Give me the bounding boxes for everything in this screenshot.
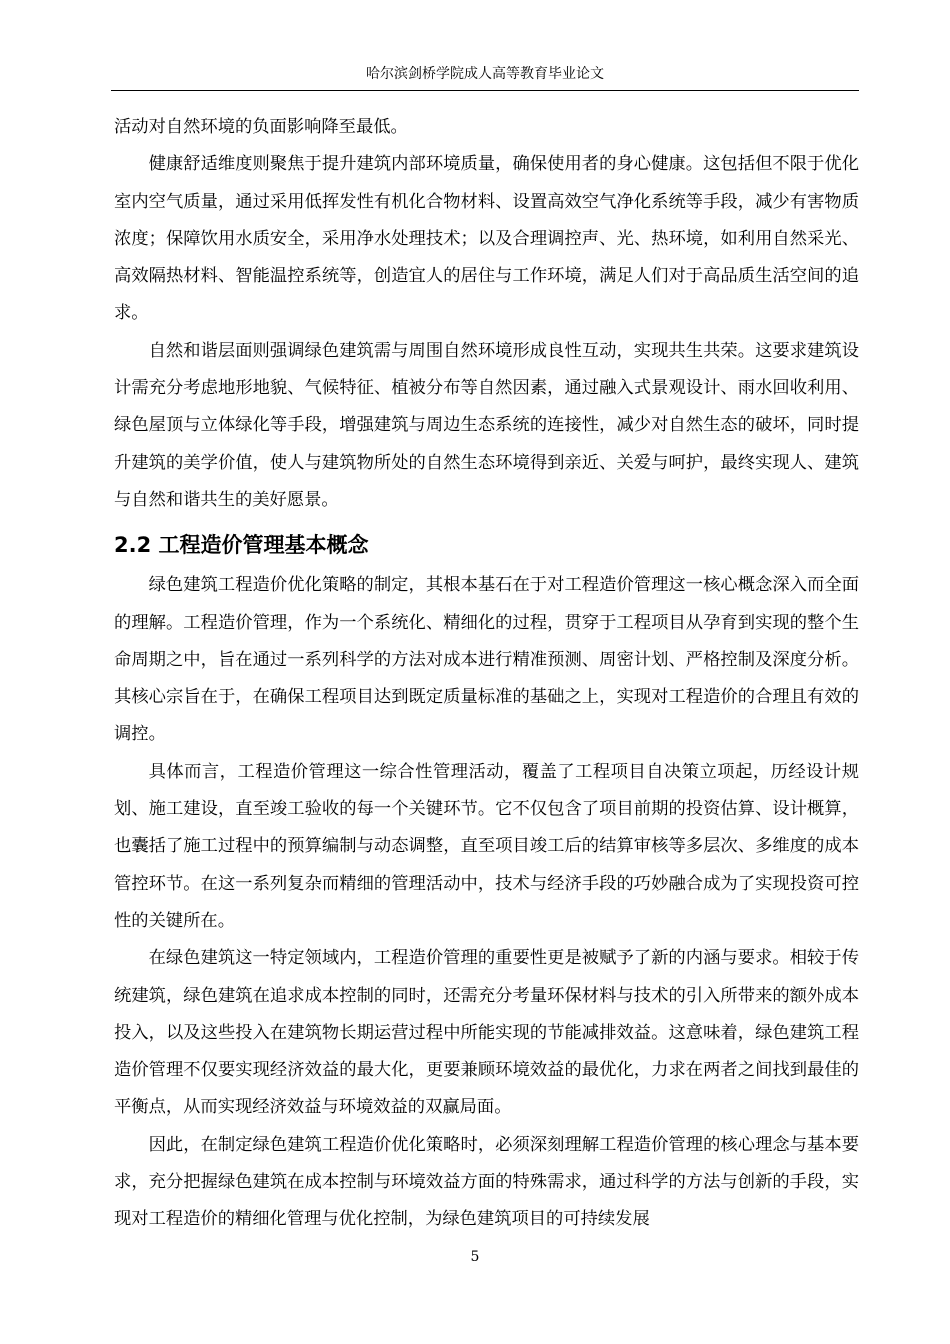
paragraph-cost-scope: 具体而言，工程造价管理这一综合性管理活动，覆盖了工程项目自决策立项起，历经设计规划、施工建设，直至竣工验收的每一个关键环节。它不仅包含了项目前期的投资估算、设计概算，也囊括了施工过程中的预算编制与动态调整，直至项目竣工后的结算审核等多层次、多维度的成本管控环节。在这一系列复杂而精细的管理活动中，技术与经济手段的巧妙融合成为了实现投资可控性的关键所在。 <box>114 761 859 931</box>
page-header <box>111 64 859 91</box>
document-body <box>114 109 859 1239</box>
paragraph-continuation: 活动对自然环境的负面影响降至最低。 <box>114 117 408 137</box>
page-number: 5 <box>470 1249 480 1265</box>
paragraph-health-comfort: 健康舒适维度则聚焦于提升建筑内部环境质量，确保使用者的身心健康。这包括但不限于优化室内空气质量，通过采用低挥发性有机化合物材料、设置高效空气净化系统等手段，减少有害物质浓度；保障饮用水质安全，采用净水处理技术；以及合理调控声、光、热环境，如利用自然采光、高效隔热材料、智能温控系统等，创造宜人的居住与工作环境，满足人们对于高品质生活空间的追求。 <box>114 154 859 324</box>
paragraph-cost-basis: 绿色建筑工程造价优化策略的制定，其根本基石在于对工程造价管理这一核心概念深入而全面的理解。工程造价管理，作为一个系统化、精细化的过程，贯穿于工程项目从孕育到实现的整个生命周期之中，旨在通过一系列科学的方法对成本进行精准预测、周密计划、严格控制及深度分析。其核心宗旨在于，在确保工程项目达到既定质量标准的基础之上，实现对工程造价的合理且有效的调控。 <box>114 575 859 745</box>
paragraph-conclusion: 因此，在制定绿色建筑工程造价优化策略时，必须深刻理解工程造价管理的核心理念与基本要求，充分把握绿色建筑在成本控制与环境效益方面的特殊需求，通过科学的方法与创新的手段，实现对工程造价的精细化管理与优化控制，为绿色建筑项目的可持续发展 <box>114 1134 859 1230</box>
section-heading: 2.2 工程造价管理基本概念 <box>114 533 369 558</box>
paragraph-natural-harmony: 自然和谐层面则强调绿色建筑需与周围自然环境形成良性互动，实现共生共荣。这要求建筑设计需充分考虑地形地貌、气候特征、植被分布等自然因素，通过融入式景观设计、雨水回收利用、绿色屋顶与立体绿化等手段，增强建筑与周边生态系统的连接性，减少对自然生态的破坏，同时提升建筑的美学价值，使人与建筑物所处的自然生态环境得到亲近、关爱与呵护，最终实现人、建筑与自然和谐共生的美好愿景。 <box>114 340 859 510</box>
header-title: 哈尔滨剑桥学院成人高等教育毕业论文 <box>366 66 604 82</box>
paragraph-green-building: 在绿色建筑这一特定领域内，工程造价管理的重要性更是被赋予了新的内涵与要求。相较于传统建筑，绿色建筑在追求成本控制的同时，还需充分考量环保材料与技术的引入所带来的额外成本投入，以及这些投入在建筑物长期运营过程中所能实现的节能减排效益。这意味着，绿色建筑工程造价管理不仅要实现经济效益的最大化，更要兼顾环境效益的最优化，力求在两者之间找到最佳的平衡点，从而实现经济效益与环境效益的双赢局面。 <box>114 948 859 1118</box>
